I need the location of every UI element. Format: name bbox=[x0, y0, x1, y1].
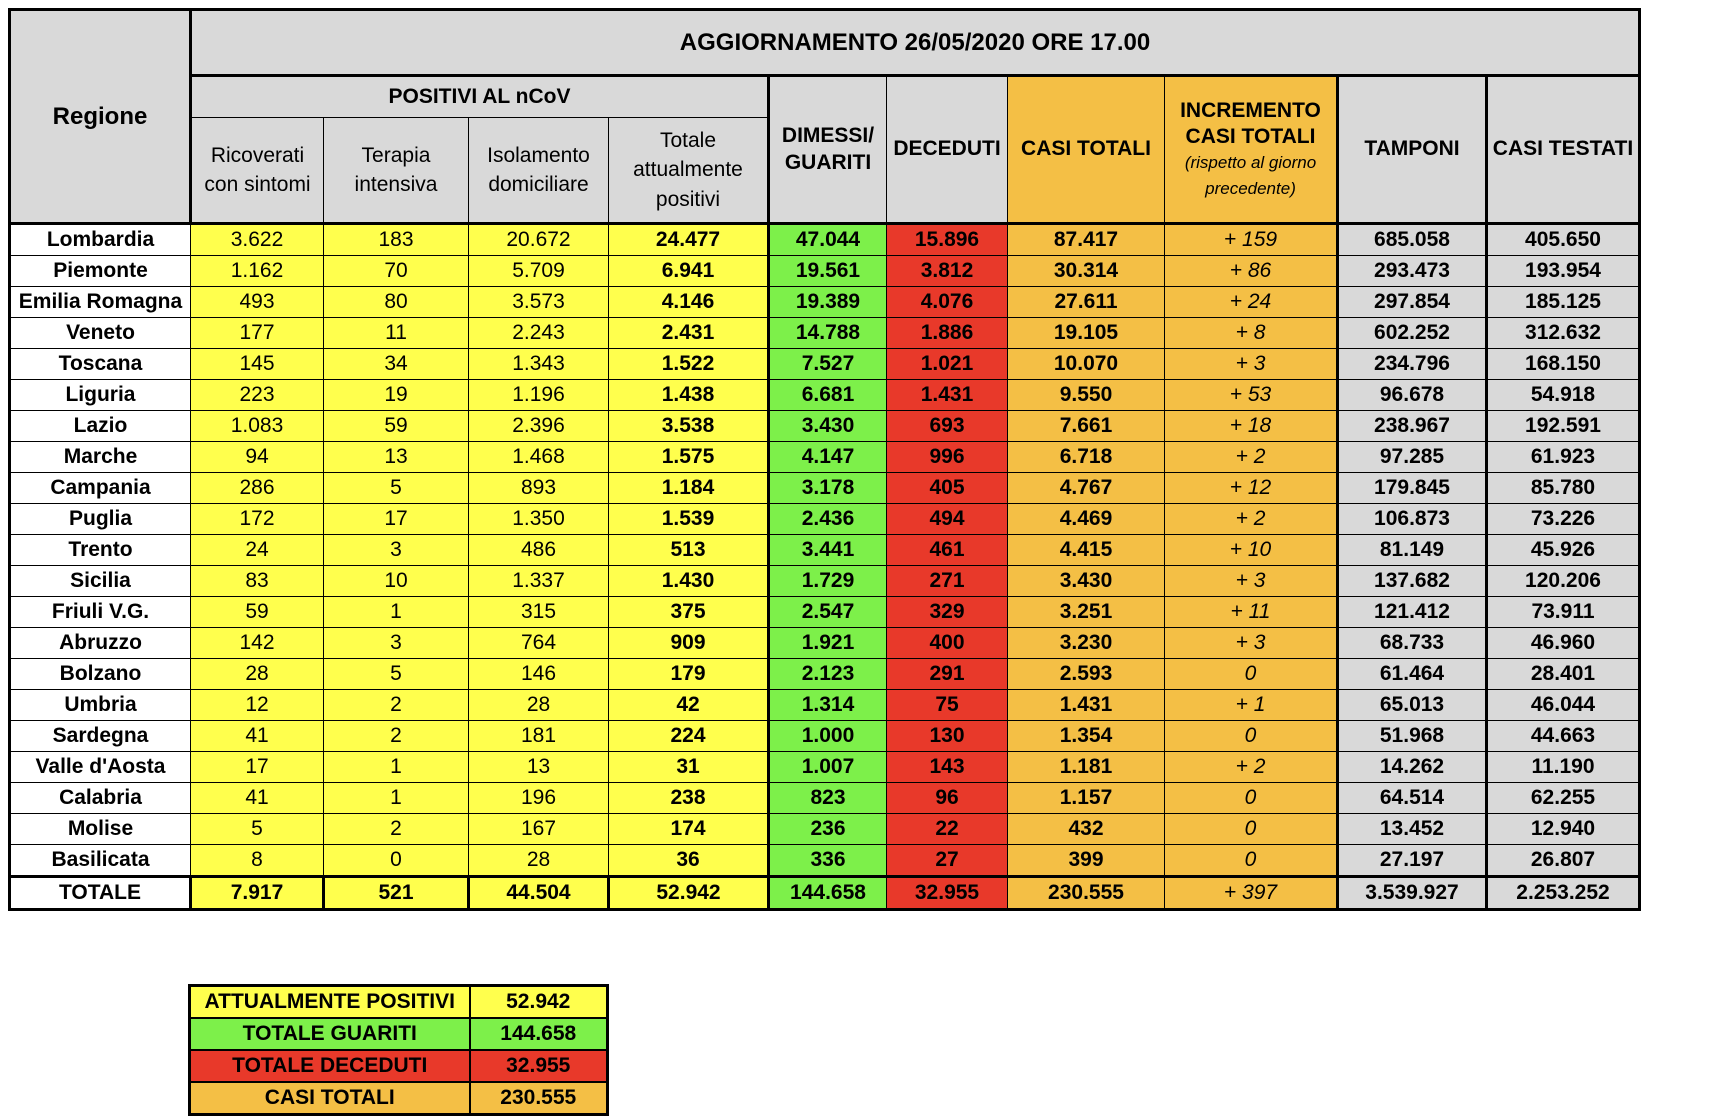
cell-casi-totali: 87.417 bbox=[1008, 224, 1165, 256]
cell-casi-totali: 7.661 bbox=[1008, 411, 1165, 442]
cell-totale-positivi: 238 bbox=[609, 783, 769, 814]
cell-totale-positivi: 31 bbox=[609, 752, 769, 783]
cell-dimessi: 2.123 bbox=[769, 659, 887, 690]
cell-dimessi: 2.436 bbox=[769, 504, 887, 535]
cell-dimessi: 14.788 bbox=[769, 318, 887, 349]
cell-casi-testati: 11.190 bbox=[1487, 752, 1640, 783]
cell-regione: Campania bbox=[10, 473, 191, 504]
cell-totale-positivi: 1.575 bbox=[609, 442, 769, 473]
header-dimessi: DIMESSI/ GUARITI bbox=[769, 76, 887, 224]
cell-dimessi: 19.561 bbox=[769, 256, 887, 287]
cell-deceduti: 1.431 bbox=[887, 380, 1008, 411]
cell-terapia: 59 bbox=[324, 411, 469, 442]
cell-deceduti: 3.812 bbox=[887, 256, 1008, 287]
table-row bbox=[10, 224, 1640, 256]
table-row bbox=[10, 845, 1640, 877]
cell-tamponi: 121.412 bbox=[1338, 597, 1487, 628]
table-row bbox=[10, 659, 1640, 690]
cell-isolamento: 146 bbox=[469, 659, 609, 690]
table-row bbox=[10, 814, 1640, 845]
header-terapia: Terapia intensiva bbox=[324, 118, 469, 224]
cell-ricoverati: 59 bbox=[191, 597, 324, 628]
cell-terapia: 183 bbox=[324, 224, 469, 256]
cell-regione: Veneto bbox=[10, 318, 191, 349]
cell-terapia: 34 bbox=[324, 349, 469, 380]
cell-totale-positivi: 3.538 bbox=[609, 411, 769, 442]
cell-casi-testati: 73.911 bbox=[1487, 597, 1640, 628]
cell-casi-testati: 28.401 bbox=[1487, 659, 1640, 690]
cell-casi-totali: 30.314 bbox=[1008, 256, 1165, 287]
cell-casi-totali: 9.550 bbox=[1008, 380, 1165, 411]
cell-casi-testati: 46.044 bbox=[1487, 690, 1640, 721]
summary-label: TOTALE DECEDUTI bbox=[190, 1050, 470, 1082]
cell-dimessi: 1.007 bbox=[769, 752, 887, 783]
cell-deceduti: 1.886 bbox=[887, 318, 1008, 349]
cell-totale-positivi: 375 bbox=[609, 597, 769, 628]
header-regione: Regione bbox=[10, 10, 191, 224]
cell-totale-positivi: 1.539 bbox=[609, 504, 769, 535]
cell-casi-testati: 185.125 bbox=[1487, 287, 1640, 318]
table-row bbox=[10, 287, 1640, 318]
cell-dimessi: 2.547 bbox=[769, 597, 887, 628]
table-row bbox=[10, 690, 1640, 721]
cell-casi-testati: 73.226 bbox=[1487, 504, 1640, 535]
cell-totale-positivi: 224 bbox=[609, 721, 769, 752]
cell-terapia: 17 bbox=[324, 504, 469, 535]
cell-isolamento: 486 bbox=[469, 535, 609, 566]
cell-deceduti: 291 bbox=[887, 659, 1008, 690]
cell-dimessi: 336 bbox=[769, 845, 887, 877]
cell-regione: Basilicata bbox=[10, 845, 191, 877]
cell-isolamento: 315 bbox=[469, 597, 609, 628]
cell-totale-positivi: 2.431 bbox=[609, 318, 769, 349]
cell-dimessi: 19.389 bbox=[769, 287, 887, 318]
cell-dimessi: 3.178 bbox=[769, 473, 887, 504]
cell-tamponi: 297.854 bbox=[1338, 287, 1487, 318]
cell-ricoverati: 94 bbox=[191, 442, 324, 473]
cell-dimessi: 1.729 bbox=[769, 566, 887, 597]
cell-incremento: 0 bbox=[1165, 659, 1338, 690]
cell-regione: Calabria bbox=[10, 783, 191, 814]
cell-ricoverati: 286 bbox=[191, 473, 324, 504]
cell-deceduti: 1.021 bbox=[887, 349, 1008, 380]
cell-tamponi: 65.013 bbox=[1338, 690, 1487, 721]
cell-casi-testati: 54.918 bbox=[1487, 380, 1640, 411]
cell-casi-testati: 193.954 bbox=[1487, 256, 1640, 287]
summary-row-guariti bbox=[190, 1018, 608, 1050]
summary-row-casi-totali bbox=[190, 1082, 608, 1115]
cell-totale-positivi: 179 bbox=[609, 659, 769, 690]
cell-totale-positivi: 1.522 bbox=[609, 349, 769, 380]
cell-isolamento: 167 bbox=[469, 814, 609, 845]
cell-casi-totali: 27.611 bbox=[1008, 287, 1165, 318]
cell-totale-positivi: 6.941 bbox=[609, 256, 769, 287]
cell-casi-totali: 6.718 bbox=[1008, 442, 1165, 473]
cell-incremento: 0 bbox=[1165, 814, 1338, 845]
cell-casi-testati: 405.650 bbox=[1487, 224, 1640, 256]
cell-deceduti: 4.076 bbox=[887, 287, 1008, 318]
cell-isolamento: 1.350 bbox=[469, 504, 609, 535]
cell-dimessi: 3.430 bbox=[769, 411, 887, 442]
cell-isolamento: 196 bbox=[469, 783, 609, 814]
cell-isolamento: 181 bbox=[469, 721, 609, 752]
cell-incremento: 0 bbox=[1165, 721, 1338, 752]
cell-incremento: 0 bbox=[1165, 783, 1338, 814]
cell-tamponi: 81.149 bbox=[1338, 535, 1487, 566]
cell-incremento: + 2 bbox=[1165, 752, 1338, 783]
cell-ricoverati: 83 bbox=[191, 566, 324, 597]
header-tamponi: TAMPONI bbox=[1338, 76, 1487, 224]
cell-totale-positivi: 36 bbox=[609, 845, 769, 877]
cell-terapia: 13 bbox=[324, 442, 469, 473]
cell-tamponi: 13.452 bbox=[1338, 814, 1487, 845]
cell-isolamento: 764 bbox=[469, 628, 609, 659]
cell-deceduti: 15.896 bbox=[887, 224, 1008, 256]
cell-deceduti: 494 bbox=[887, 504, 1008, 535]
cell-dimessi: 1.314 bbox=[769, 690, 887, 721]
header-positivi-group: POSITIVI AL nCoV bbox=[191, 76, 769, 118]
cell-dimessi: 1.921 bbox=[769, 628, 887, 659]
header-incremento-label: INCREMENTO CASI TOTALI bbox=[1180, 98, 1321, 148]
cell-casi-totali: 4.469 bbox=[1008, 504, 1165, 535]
cell-ricoverati: 17 bbox=[191, 752, 324, 783]
cell-deceduti: 400 bbox=[887, 628, 1008, 659]
cell-isolamento: 1.337 bbox=[469, 566, 609, 597]
cell-isolamento: 13 bbox=[469, 752, 609, 783]
summary-value: 52.942 bbox=[470, 986, 608, 1019]
cell-casi-testati: 46.960 bbox=[1487, 628, 1640, 659]
cell-dimessi: 823 bbox=[769, 783, 887, 814]
cell-incremento: + 12 bbox=[1165, 473, 1338, 504]
table-row bbox=[10, 752, 1640, 783]
header-casi-testati: CASI TESTATI bbox=[1487, 76, 1640, 224]
cell-terapia: 0 bbox=[324, 845, 469, 877]
cell-regione: Trento bbox=[10, 535, 191, 566]
cell-deceduti: 27 bbox=[887, 845, 1008, 877]
summary-label: TOTALE GUARITI bbox=[190, 1018, 470, 1050]
cell-dimessi: 3.441 bbox=[769, 535, 887, 566]
table-row bbox=[10, 628, 1640, 659]
cell-ricoverati: 24 bbox=[191, 535, 324, 566]
cell-regione: Valle d'Aosta bbox=[10, 752, 191, 783]
totals-isolamento: 44.504 bbox=[469, 877, 609, 910]
header-ricoverati: Ricoverati con sintomi bbox=[191, 118, 324, 224]
table-row bbox=[10, 380, 1640, 411]
cell-ricoverati: 223 bbox=[191, 380, 324, 411]
cell-ricoverati: 12 bbox=[191, 690, 324, 721]
cell-totale-positivi: 24.477 bbox=[609, 224, 769, 256]
cell-casi-testati: 26.807 bbox=[1487, 845, 1640, 877]
cell-regione: Molise bbox=[10, 814, 191, 845]
cell-terapia: 5 bbox=[324, 473, 469, 504]
cell-dimessi: 6.681 bbox=[769, 380, 887, 411]
cell-ricoverati: 1.162 bbox=[191, 256, 324, 287]
summary-value: 144.658 bbox=[470, 1018, 608, 1050]
cell-incremento: + 10 bbox=[1165, 535, 1338, 566]
cell-casi-testati: 120.206 bbox=[1487, 566, 1640, 597]
cell-casi-totali: 3.430 bbox=[1008, 566, 1165, 597]
cell-terapia: 1 bbox=[324, 783, 469, 814]
cell-tamponi: 68.733 bbox=[1338, 628, 1487, 659]
cell-regione: Friuli V.G. bbox=[10, 597, 191, 628]
cell-ricoverati: 145 bbox=[191, 349, 324, 380]
cell-ricoverati: 3.622 bbox=[191, 224, 324, 256]
cell-incremento: + 159 bbox=[1165, 224, 1338, 256]
header-incremento bbox=[1165, 76, 1338, 224]
cell-ricoverati: 493 bbox=[191, 287, 324, 318]
cell-ricoverati: 1.083 bbox=[191, 411, 324, 442]
cell-isolamento: 20.672 bbox=[469, 224, 609, 256]
cell-incremento: + 3 bbox=[1165, 566, 1338, 597]
cell-incremento: + 11 bbox=[1165, 597, 1338, 628]
cell-incremento: + 86 bbox=[1165, 256, 1338, 287]
cell-casi-testati: 62.255 bbox=[1487, 783, 1640, 814]
cell-dimessi: 7.527 bbox=[769, 349, 887, 380]
totals-row bbox=[10, 877, 1640, 910]
totals-deceduti: 32.955 bbox=[887, 877, 1008, 910]
table-row bbox=[10, 783, 1640, 814]
header-deceduti: DECEDUTI bbox=[887, 76, 1008, 224]
cell-totale-positivi: 4.146 bbox=[609, 287, 769, 318]
cell-regione: Umbria bbox=[10, 690, 191, 721]
cell-deceduti: 22 bbox=[887, 814, 1008, 845]
cell-incremento: + 53 bbox=[1165, 380, 1338, 411]
cell-incremento: + 3 bbox=[1165, 628, 1338, 659]
cell-terapia: 3 bbox=[324, 628, 469, 659]
cell-regione: Abruzzo bbox=[10, 628, 191, 659]
cell-incremento: + 24 bbox=[1165, 287, 1338, 318]
cell-tamponi: 27.197 bbox=[1338, 845, 1487, 877]
totals-tamponi: 3.539.927 bbox=[1338, 877, 1487, 910]
cell-regione: Bolzano bbox=[10, 659, 191, 690]
cell-isolamento: 1.196 bbox=[469, 380, 609, 411]
cell-casi-totali: 3.230 bbox=[1008, 628, 1165, 659]
header-casi-totali: CASI TOTALI bbox=[1008, 76, 1165, 224]
cell-totale-positivi: 1.438 bbox=[609, 380, 769, 411]
cell-regione: Sicilia bbox=[10, 566, 191, 597]
cell-totale-positivi: 1.184 bbox=[609, 473, 769, 504]
header-totale-positivi: Totale attualmente positivi bbox=[609, 118, 769, 224]
cell-isolamento: 28 bbox=[469, 845, 609, 877]
cell-terapia: 2 bbox=[324, 814, 469, 845]
table-row bbox=[10, 349, 1640, 380]
cell-deceduti: 461 bbox=[887, 535, 1008, 566]
cell-ricoverati: 172 bbox=[191, 504, 324, 535]
cell-incremento: + 2 bbox=[1165, 442, 1338, 473]
cell-casi-totali: 1.431 bbox=[1008, 690, 1165, 721]
cell-deceduti: 271 bbox=[887, 566, 1008, 597]
cell-casi-testati: 85.780 bbox=[1487, 473, 1640, 504]
cell-casi-testati: 44.663 bbox=[1487, 721, 1640, 752]
cell-terapia: 80 bbox=[324, 287, 469, 318]
cell-regione: Lazio bbox=[10, 411, 191, 442]
cell-ricoverati: 5 bbox=[191, 814, 324, 845]
cell-regione: Piemonte bbox=[10, 256, 191, 287]
table-row bbox=[10, 597, 1640, 628]
header-incremento-note: (rispetto al giorno precedente) bbox=[1184, 153, 1317, 198]
cell-tamponi: 685.058 bbox=[1338, 224, 1487, 256]
cell-terapia: 11 bbox=[324, 318, 469, 349]
cell-casi-totali: 1.181 bbox=[1008, 752, 1165, 783]
cell-deceduti: 130 bbox=[887, 721, 1008, 752]
cell-totale-positivi: 909 bbox=[609, 628, 769, 659]
covid-regions-table bbox=[8, 8, 1641, 911]
cell-regione: Marche bbox=[10, 442, 191, 473]
table-title: AGGIORNAMENTO 26/05/2020 ORE 17.00 bbox=[191, 10, 1640, 76]
cell-casi-testati: 168.150 bbox=[1487, 349, 1640, 380]
cell-casi-totali: 4.767 bbox=[1008, 473, 1165, 504]
cell-ricoverati: 41 bbox=[191, 721, 324, 752]
cell-regione: Puglia bbox=[10, 504, 191, 535]
table-row bbox=[10, 473, 1640, 504]
cell-ricoverati: 142 bbox=[191, 628, 324, 659]
totals-label: TOTALE bbox=[10, 877, 191, 910]
summary-label: ATTUALMENTE POSITIVI bbox=[190, 986, 470, 1019]
cell-deceduti: 996 bbox=[887, 442, 1008, 473]
totals-terapia: 521 bbox=[324, 877, 469, 910]
totals-incremento: + 397 bbox=[1165, 877, 1338, 910]
cell-isolamento: 893 bbox=[469, 473, 609, 504]
totals-casi-totali: 230.555 bbox=[1008, 877, 1165, 910]
cell-dimessi: 1.000 bbox=[769, 721, 887, 752]
cell-tamponi: 137.682 bbox=[1338, 566, 1487, 597]
cell-terapia: 1 bbox=[324, 752, 469, 783]
cell-tamponi: 293.473 bbox=[1338, 256, 1487, 287]
cell-terapia: 1 bbox=[324, 597, 469, 628]
table-row bbox=[10, 721, 1640, 752]
cell-ricoverati: 28 bbox=[191, 659, 324, 690]
cell-incremento: + 18 bbox=[1165, 411, 1338, 442]
cell-incremento: 0 bbox=[1165, 845, 1338, 877]
cell-isolamento: 2.396 bbox=[469, 411, 609, 442]
table-row bbox=[10, 535, 1640, 566]
cell-tamponi: 238.967 bbox=[1338, 411, 1487, 442]
cell-tamponi: 64.514 bbox=[1338, 783, 1487, 814]
cell-casi-totali: 399 bbox=[1008, 845, 1165, 877]
table-row bbox=[10, 318, 1640, 349]
cell-dimessi: 47.044 bbox=[769, 224, 887, 256]
summary-row-deceduti bbox=[190, 1050, 608, 1082]
cell-ricoverati: 177 bbox=[191, 318, 324, 349]
header-isolamento: Isolamento domiciliare bbox=[469, 118, 609, 224]
cell-incremento: + 3 bbox=[1165, 349, 1338, 380]
cell-isolamento: 5.709 bbox=[469, 256, 609, 287]
cell-terapia: 2 bbox=[324, 690, 469, 721]
cell-deceduti: 75 bbox=[887, 690, 1008, 721]
cell-tamponi: 97.285 bbox=[1338, 442, 1487, 473]
table-row bbox=[10, 256, 1640, 287]
cell-terapia: 2 bbox=[324, 721, 469, 752]
cell-regione: Emilia Romagna bbox=[10, 287, 191, 318]
summary-value: 32.955 bbox=[470, 1050, 608, 1082]
cell-regione: Liguria bbox=[10, 380, 191, 411]
cell-incremento: + 8 bbox=[1165, 318, 1338, 349]
cell-casi-testati: 192.591 bbox=[1487, 411, 1640, 442]
cell-tamponi: 179.845 bbox=[1338, 473, 1487, 504]
table-row bbox=[10, 411, 1640, 442]
cell-dimessi: 4.147 bbox=[769, 442, 887, 473]
cell-tamponi: 602.252 bbox=[1338, 318, 1487, 349]
cell-terapia: 3 bbox=[324, 535, 469, 566]
cell-casi-totali: 432 bbox=[1008, 814, 1165, 845]
cell-ricoverati: 8 bbox=[191, 845, 324, 877]
cell-totale-positivi: 1.430 bbox=[609, 566, 769, 597]
cell-deceduti: 143 bbox=[887, 752, 1008, 783]
cell-dimessi: 236 bbox=[769, 814, 887, 845]
cell-casi-totali: 4.415 bbox=[1008, 535, 1165, 566]
cell-tamponi: 14.262 bbox=[1338, 752, 1487, 783]
cell-casi-totali: 2.593 bbox=[1008, 659, 1165, 690]
totals-dimessi: 144.658 bbox=[769, 877, 887, 910]
cell-tamponi: 61.464 bbox=[1338, 659, 1487, 690]
cell-incremento: + 2 bbox=[1165, 504, 1338, 535]
table-body bbox=[10, 224, 1640, 877]
cell-casi-totali: 3.251 bbox=[1008, 597, 1165, 628]
table-row bbox=[10, 566, 1640, 597]
cell-terapia: 10 bbox=[324, 566, 469, 597]
cell-totale-positivi: 42 bbox=[609, 690, 769, 721]
cell-tamponi: 51.968 bbox=[1338, 721, 1487, 752]
cell-ricoverati: 41 bbox=[191, 783, 324, 814]
cell-casi-totali: 1.157 bbox=[1008, 783, 1165, 814]
cell-casi-totali: 19.105 bbox=[1008, 318, 1165, 349]
totals-ricoverati: 7.917 bbox=[191, 877, 324, 910]
cell-isolamento: 1.468 bbox=[469, 442, 609, 473]
summary-row-positivi bbox=[190, 986, 608, 1019]
summary-label: CASI TOTALI bbox=[190, 1082, 470, 1115]
summary-table bbox=[188, 984, 609, 1116]
cell-casi-testati: 312.632 bbox=[1487, 318, 1640, 349]
cell-tamponi: 96.678 bbox=[1338, 380, 1487, 411]
cell-deceduti: 96 bbox=[887, 783, 1008, 814]
cell-terapia: 70 bbox=[324, 256, 469, 287]
cell-regione: Sardegna bbox=[10, 721, 191, 752]
cell-casi-totali: 1.354 bbox=[1008, 721, 1165, 752]
cell-deceduti: 693 bbox=[887, 411, 1008, 442]
cell-casi-testati: 12.940 bbox=[1487, 814, 1640, 845]
totals-totale-positivi: 52.942 bbox=[609, 877, 769, 910]
cell-regione: Lombardia bbox=[10, 224, 191, 256]
cell-incremento: + 1 bbox=[1165, 690, 1338, 721]
table-row bbox=[10, 504, 1640, 535]
cell-terapia: 5 bbox=[324, 659, 469, 690]
cell-terapia: 19 bbox=[324, 380, 469, 411]
cell-totale-positivi: 174 bbox=[609, 814, 769, 845]
cell-casi-testati: 61.923 bbox=[1487, 442, 1640, 473]
cell-deceduti: 405 bbox=[887, 473, 1008, 504]
cell-casi-totali: 10.070 bbox=[1008, 349, 1165, 380]
cell-deceduti: 329 bbox=[887, 597, 1008, 628]
cell-regione: Toscana bbox=[10, 349, 191, 380]
cell-totale-positivi: 513 bbox=[609, 535, 769, 566]
cell-isolamento: 1.343 bbox=[469, 349, 609, 380]
cell-casi-testati: 45.926 bbox=[1487, 535, 1640, 566]
summary-value: 230.555 bbox=[470, 1082, 608, 1115]
cell-tamponi: 234.796 bbox=[1338, 349, 1487, 380]
cell-isolamento: 2.243 bbox=[469, 318, 609, 349]
cell-isolamento: 28 bbox=[469, 690, 609, 721]
cell-tamponi: 106.873 bbox=[1338, 504, 1487, 535]
table-row bbox=[10, 442, 1640, 473]
totals-casi-testati: 2.253.252 bbox=[1487, 877, 1640, 910]
cell-isolamento: 3.573 bbox=[469, 287, 609, 318]
